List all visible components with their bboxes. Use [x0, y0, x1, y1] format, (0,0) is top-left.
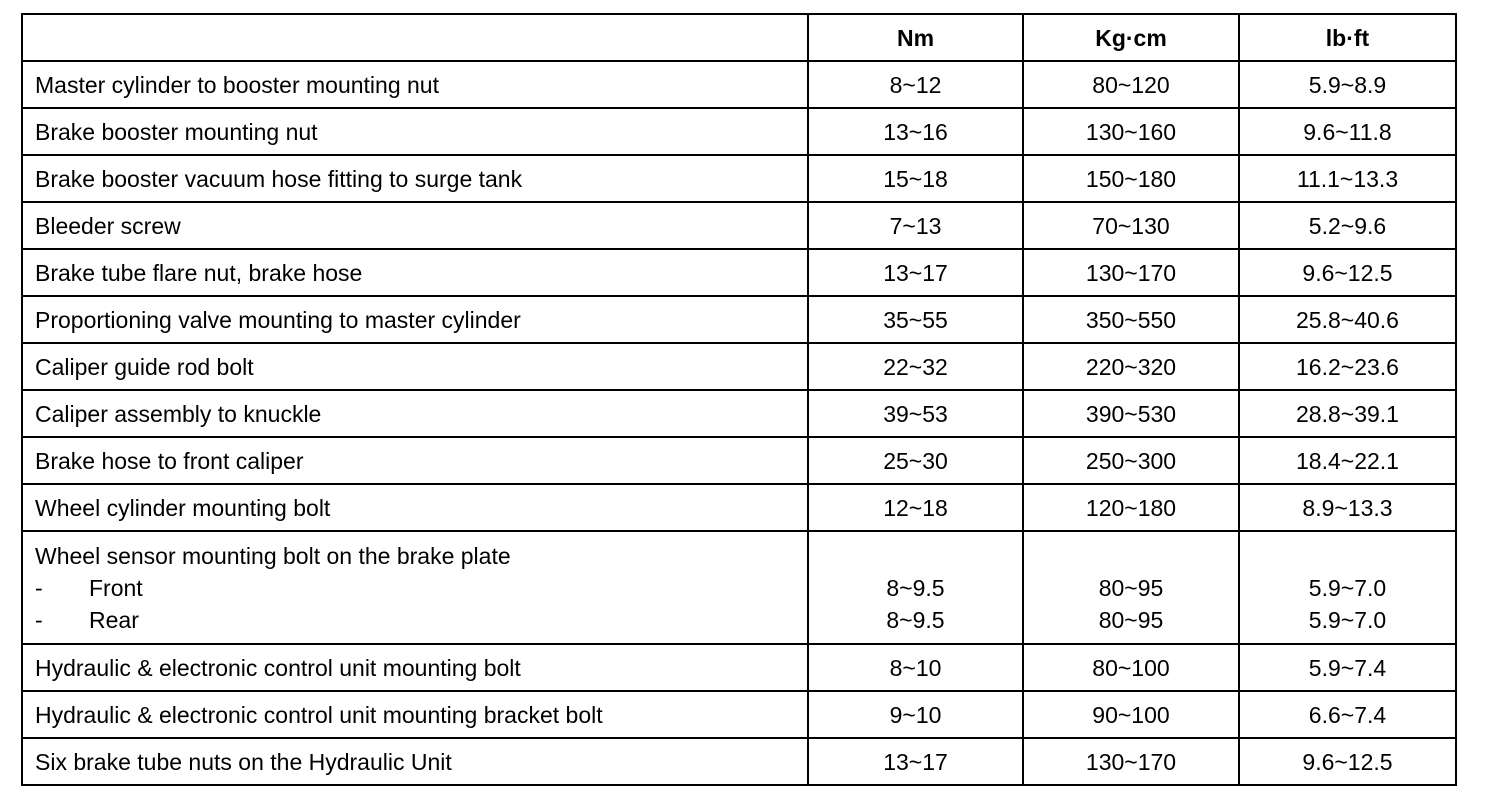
table-row [22, 202, 1456, 249]
row-kgcm: 80~100 [1023, 644, 1239, 691]
table-row [22, 644, 1456, 691]
table-row [22, 484, 1456, 531]
row-kgcm: 130~170 [1023, 738, 1239, 785]
row-nm: 8~10 [808, 644, 1023, 691]
row-kgcm: 220~320 [1023, 343, 1239, 390]
row-item: Brake booster vacuum hose fitting to surge tank [22, 155, 808, 202]
row-nm [808, 531, 1023, 644]
row-nm: 39~53 [808, 390, 1023, 437]
row-item: Brake tube flare nut, brake hose [22, 249, 808, 296]
row-kgcm [1023, 531, 1239, 644]
sub-label: Rear [89, 606, 139, 633]
row-item: Proportioning valve mounting to master cylinder [22, 296, 808, 343]
row-item: Caliper guide rod bolt [22, 343, 808, 390]
rear-kgcm: 80~95 [1098, 606, 1164, 633]
wheel-sensor-rear-label [35, 604, 795, 636]
row-item: Master cylinder to booster mounting nut [22, 61, 808, 108]
row-kgcm: 90~100 [1023, 691, 1239, 738]
header-kgcm: Kg·cm [1023, 14, 1239, 61]
row-lbft: 9.6~12.5 [1239, 249, 1456, 296]
row-lbft: 16.2~23.6 [1239, 343, 1456, 390]
row-item: Brake booster mounting nut [22, 108, 808, 155]
wheel-sensor-title: Wheel sensor mounting bolt on the brake plate [35, 542, 511, 569]
row-item: Hydraulic & electronic control unit mounting bolt [22, 644, 808, 691]
sub-label: Front [89, 574, 143, 601]
row-item [22, 531, 808, 644]
row-lbft: 25.8~40.6 [1239, 296, 1456, 343]
row-nm: 35~55 [808, 296, 1023, 343]
row-nm: 13~16 [808, 108, 1023, 155]
row-kgcm: 130~170 [1023, 249, 1239, 296]
row-lbft: 28.8~39.1 [1239, 390, 1456, 437]
front-nm: 8~9.5 [886, 574, 945, 601]
row-nm: 8~12 [808, 61, 1023, 108]
row-nm: 25~30 [808, 437, 1023, 484]
row-item: Brake hose to front caliper [22, 437, 808, 484]
row-nm: 15~18 [808, 155, 1023, 202]
row-lbft: 9.6~11.8 [1239, 108, 1456, 155]
table-row [22, 343, 1456, 390]
row-kgcm: 70~130 [1023, 202, 1239, 249]
row-kgcm: 250~300 [1023, 437, 1239, 484]
wheel-sensor-row [22, 531, 1456, 644]
row-nm: 9~10 [808, 691, 1023, 738]
row-item: Hydraulic & electronic control unit mounting bracket bolt [22, 691, 808, 738]
table-row [22, 691, 1456, 738]
torque-spec-table [21, 13, 1457, 786]
table-row [22, 249, 1456, 296]
table-row [22, 738, 1456, 785]
row-item: Wheel cylinder mounting bolt [22, 484, 808, 531]
row-kgcm: 130~160 [1023, 108, 1239, 155]
row-nm: 13~17 [808, 738, 1023, 785]
row-lbft: 9.6~12.5 [1239, 738, 1456, 785]
row-kgcm: 150~180 [1023, 155, 1239, 202]
row-kgcm: 350~550 [1023, 296, 1239, 343]
row-kgcm: 120~180 [1023, 484, 1239, 531]
header-nm: Nm [808, 14, 1023, 61]
row-lbft: 5.2~9.6 [1239, 202, 1456, 249]
row-kgcm: 80~120 [1023, 61, 1239, 108]
table-row [22, 61, 1456, 108]
header-lbft: lb·ft [1239, 14, 1456, 61]
table-row [22, 390, 1456, 437]
header-row [22, 14, 1456, 61]
row-nm: 13~17 [808, 249, 1023, 296]
table-row [22, 155, 1456, 202]
row-lbft: 8.9~13.3 [1239, 484, 1456, 531]
row-item: Caliper assembly to knuckle [22, 390, 808, 437]
front-kgcm: 80~95 [1098, 574, 1164, 601]
row-lbft: 5.9~7.4 [1239, 644, 1456, 691]
table-row [22, 437, 1456, 484]
row-lbft: 6.6~7.4 [1239, 691, 1456, 738]
rear-lbft: 5.9~7.0 [1308, 606, 1387, 633]
row-item: Bleeder screw [22, 202, 808, 249]
dash-marker: - [35, 574, 43, 601]
rear-nm: 8~9.5 [886, 606, 945, 633]
row-nm: 7~13 [808, 202, 1023, 249]
row-item: Six brake tube nuts on the Hydraulic Unit [22, 738, 808, 785]
row-lbft: 5.9~8.9 [1239, 61, 1456, 108]
row-lbft: 18.4~22.1 [1239, 437, 1456, 484]
row-kgcm: 390~530 [1023, 390, 1239, 437]
table-row [22, 296, 1456, 343]
row-nm: 22~32 [808, 343, 1023, 390]
header-item [22, 14, 808, 61]
front-lbft: 5.9~7.0 [1308, 574, 1387, 601]
wheel-sensor-front-label [35, 572, 795, 604]
row-lbft [1239, 531, 1456, 644]
row-nm: 12~18 [808, 484, 1023, 531]
row-lbft: 11.1~13.3 [1239, 155, 1456, 202]
table-row [22, 108, 1456, 155]
dash-marker: - [35, 606, 43, 633]
